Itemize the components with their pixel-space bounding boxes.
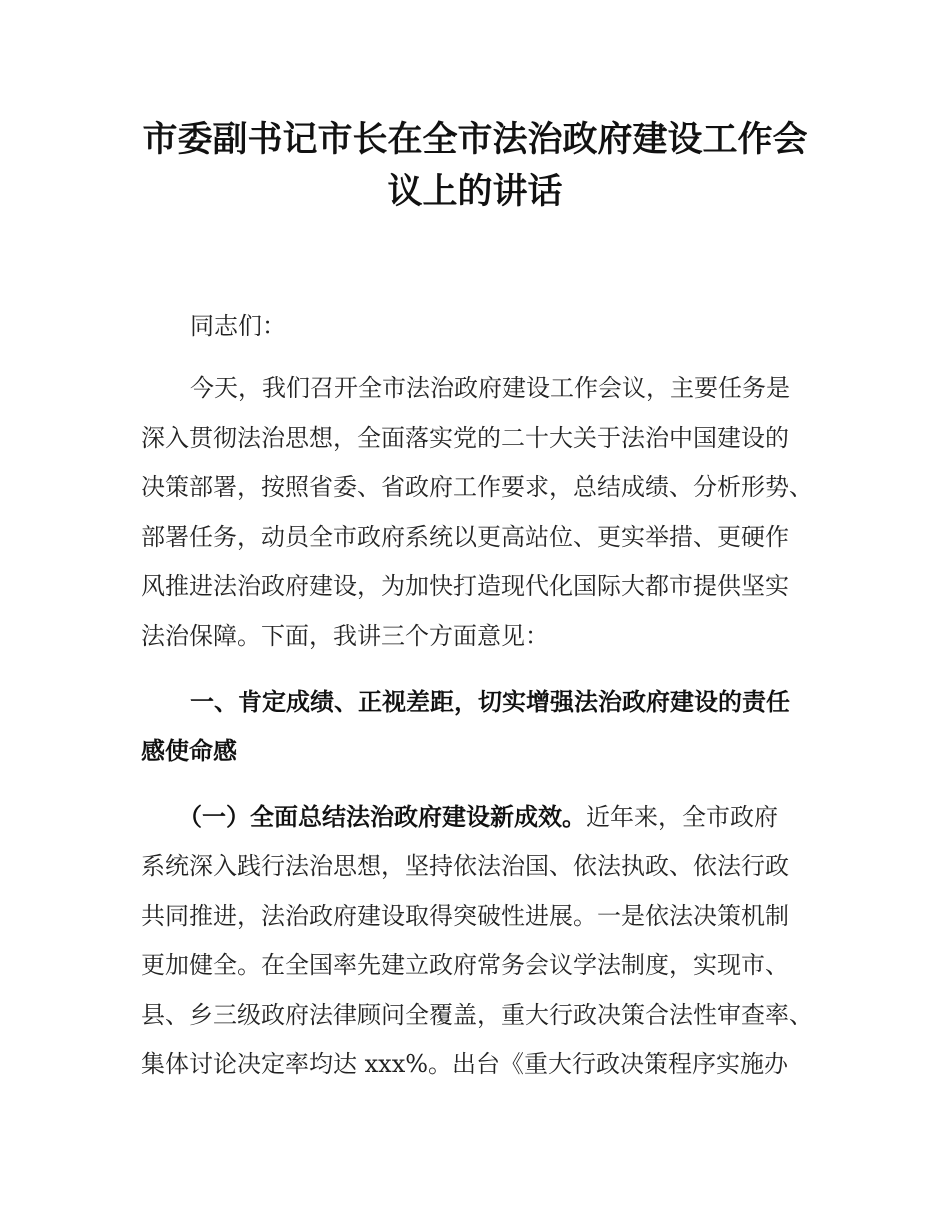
document-title-line-2: 议上的讲话	[387, 171, 563, 212]
intro-line-5: 风推进法治政府建设，为加快打造现代化国际大都市提供坚实	[141, 572, 789, 600]
subsection-heading: （一）全面总结法治政府建设新成效。	[178, 803, 586, 831]
intro-line-1: 今天，我们召开全市法治政府建设工作会议，主要任务是	[190, 374, 790, 402]
subsection-line-4: 更加健全。在全国率先建立政府常务会议学法制度，实现市、	[141, 951, 789, 979]
document-title-line-1: 市委副书记市长在全市法治政府建设工作会	[142, 119, 808, 160]
subsection-line-5: 县、乡三级政府法律顾问全覆盖，重大行政决策合法性审查率、	[141, 1001, 813, 1029]
intro-line-3: 决策部署，按照省委、省政府工作要求，总结成绩、分析形势、	[141, 473, 813, 501]
intro-line-6: 法治保障。下面，我讲三个方面意见：	[141, 622, 549, 650]
intro-line-4: 部署任务，动员全市政府系统以更高站位、更实举措、更硬作	[141, 523, 789, 551]
section-heading-line-2: 感使命感	[141, 737, 237, 765]
subsection-line-3: 共同推进，法治政府建设取得突破性进展。一是依法决策机制	[141, 902, 789, 930]
section-heading-line-1: 一、肯定成绩、正视差距，切实增强法治政府建设的责任	[190, 688, 790, 716]
greeting: 同志们：	[190, 312, 286, 340]
subsection-first-line-rest: 近年来，全市政府	[586, 803, 778, 831]
intro-line-2: 深入贯彻法治思想，全面落实党的二十大关于法治中国建设的	[141, 424, 789, 452]
subsection-line-2: 系统深入践行法治思想，坚持依法治国、依法执政、依法行政	[141, 852, 789, 880]
subsection-first-line	[178, 797, 778, 837]
subsection-line-6: 集体讨论决定率均达 xxx%。出台《重大行政决策程序实施办	[141, 1050, 789, 1078]
